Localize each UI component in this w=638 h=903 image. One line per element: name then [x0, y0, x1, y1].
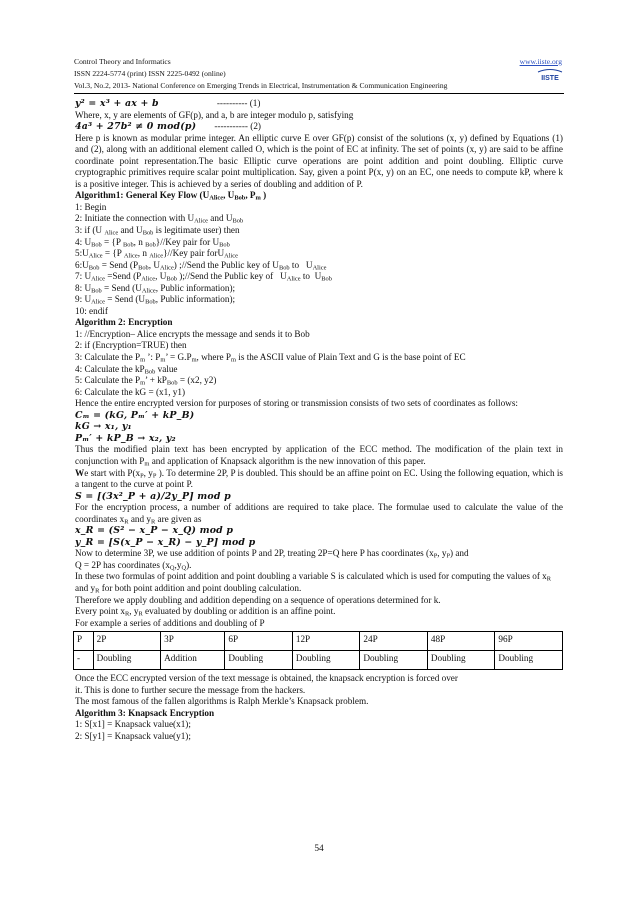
algorithm-2-title: Algorithm 2: Encryption — [75, 317, 173, 328]
main-text — [75, 98, 563, 742]
alg1-line-7: 7: $U_{Alice}$ =Send ($P_{Alice}$, $U_{Bob}$ );//Send the Public key of $U_{Alice}$ to $U_{Bob}$ — [75, 271, 332, 283]
equation-pm: Pₘ′ + kP_B → x₂, y₂ — [75, 432, 176, 444]
paragraph-once-cont: it. This is done to further secure the message from the hackers. — [75, 684, 306, 695]
table-cell: 2P — [93, 632, 161, 651]
table-cell: 96P — [495, 632, 563, 651]
journal-name: Control Theory and Informatics — [74, 57, 171, 66]
table-cell: Doubling — [360, 651, 428, 670]
issn-line: ISSN 2224-5774 (print) ISSN 2225-0492 (online) — [74, 69, 226, 78]
alg1-line-6: $6:U_{Bob}$ = Send ($P_{Bob}$, $U_{Alice}$) ;//Send the Public key of $U_{Bob}$ to $U_{Alice}$ — [75, 259, 327, 272]
table-cell: Doubling — [292, 651, 360, 670]
equation-cm: Cₘ = (kG, Pₘ′ + kP_B) — [75, 409, 195, 421]
algorithm-3-title: Algorithm 3: Knapsack Encryption — [75, 707, 215, 718]
doubling-addition-table — [73, 631, 563, 670]
equation-1: y² = x³ + ax + b ---------- (1) — [75, 98, 261, 109]
alg1-line-1: 1: Begin — [75, 201, 107, 212]
iiste-logo-icon — [537, 68, 563, 82]
equation-yr: y_R = [S(x_P − x_R) − y_P] mod p — [75, 536, 256, 548]
paragraph-hence: Hence the entire encrypted version for purposes of storing or transmission consists of two sets of coordinates as follows: — [75, 398, 518, 409]
table-row — [74, 632, 563, 651]
paragraph-therefore: Therefore we apply doubling and addition depending on a sequence of operations determined for k. — [75, 594, 441, 605]
table-cell: 48P — [427, 632, 495, 651]
table-cell: Doubling — [93, 651, 161, 670]
table-cell: Addition — [161, 651, 225, 670]
equation-s: S = [(3x²_P + a)/2y_P] mod p — [75, 490, 231, 502]
alg2-line-3: 3: Calculate the $P_m$ ’: $P_m$’ = $G.P_m$, where $P_m$ is the ASCII value of Plain Text and G is the base point of EC — [75, 352, 466, 364]
table-cell: Doubling — [495, 651, 563, 670]
alg1-line-8: 8: $U_{Bob}$ = Send ($U_{Alice}$, Public information); — [75, 282, 236, 295]
alg2-line-4: 4: Calculate the $kP_{Bob}$ value — [75, 363, 178, 376]
alg2-line-6: 6: Calculate the kG = (x1, y1) — [75, 386, 186, 397]
algorithm-1-title: Algorithm1: General Key Flow ($U_{Alice}$, $U_{Bob}$, $P_m$ ) — [75, 190, 267, 202]
paragraph-now: Now to determine 3P, we use addition of points P and 2P, treating 2P=Q here P has coordinates ($x_P$, $y_P$) and Q = 2P has coordinates $(x_Q,y_Q)$. — [75, 548, 469, 572]
table-cell: P — [74, 632, 94, 651]
equation-2: 4a³ + 27b² ≠ 0 mod(p) ----------- (2) — [75, 121, 261, 133]
paragraph-once: Once the ECC encrypted version of the text message is obtained, the knapsack encryption is forced over — [75, 673, 458, 684]
alg1-line-3: 3: if (U $_{Alice}$ and $U_{Bob}$ is legitimate user) then — [75, 225, 240, 237]
table-cell: 6P — [225, 632, 293, 651]
paragraph-in-these: In these two formulas of point addition and point doubling a variable S is calculated which is used for computing the values of $x_R$ and $y_R$ for both point addition and point doubling calculation. — [75, 571, 552, 595]
equation-xr: x_R = (S² − x_P − x_Q) mod p — [75, 525, 234, 537]
page-number: 54 — [314, 844, 324, 854]
alg2-line-5: 5: Calculate the $P_m$’ + $kP_{Bob} = (x2$, y2) — [75, 375, 217, 387]
table-cell: Doubling — [427, 651, 495, 670]
alg1-line-9: 9: $U_{Alice}$ = Send ($U_{Bob}$, Public information); — [75, 294, 236, 306]
paragraph-we-start: We start with $P(x_P$, $y_P$ ). To determine 2P, P is doubled. This should be an affine point on EC. Using the following equation, which is a tangent to the curve at point P. — [75, 467, 563, 490]
journal-url-link[interactable]: www.iiste.org — [519, 57, 562, 66]
alg2-line-2: 2: if (Encryption=TRUE) then — [75, 340, 187, 351]
paragraph-every-point: Every point $x_R$, $y_R$ evaluated by doubling or addition is an affine point. — [75, 606, 336, 618]
svg-text:IISTE: IISTE — [541, 75, 559, 82]
alg1-line-4: 4: $U_{Bob} = \{P$ $_{Bob}$, n $_{Bob}$}//Key pair for $U_{Bob}$ — [75, 236, 230, 249]
table-cell: 3P — [161, 632, 225, 651]
table-cell: 24P — [360, 632, 428, 651]
alg1-line-5: $5:U_{Alice} = \{P$ $_{Alice}$, n $_{Alice}$}//Key pair forU$_{Alice}$ — [75, 248, 238, 260]
alg1-line-2: 2: Initiate the connection with $U_{Alice}$ and $U_{Bob}$ — [75, 213, 244, 225]
paragraph-elliptic-curve: Here p is known as modular prime integer. An elliptic curve E over GF(p) consist of the solutions (x, y) defined by Equations (1) and (2), along with an additional element called O, which is the point of EC at infinity. The set of points (x, y) are said to be affine coordinate point representation.The basic Elliptic curve operations are point addition and point doubling. Elliptic curve cryptographic primitives require scalar point multiplication. Say, given a point P(x, y) on an EC, one needs to compute kP, where k is a positive integer. This is achieved by a series of doubling and addition of P. — [75, 132, 563, 189]
conference-line: Vol.3, No.2, 2013- National Conference on Emerging Trends in Electrical, Instrumentation & Communication Engineering — [74, 81, 448, 90]
alg2-line-1: 1: //Encryption– Alice encrypts the message and sends it to Bob — [75, 328, 310, 339]
table-cell: 12P — [292, 632, 360, 651]
header-rule — [74, 93, 564, 94]
table-row — [74, 651, 563, 670]
table-cell: Doubling — [225, 651, 293, 670]
alg3-line-1: 1: S[x1] = Knapsack value(x1); — [75, 719, 191, 730]
alg3-line-2: 2: S[y1] = Knapsack value(y1); — [75, 730, 191, 741]
table-cell: - — [74, 651, 94, 670]
paragraph-thus: Thus the modified plain text has been encrypted by application of the ECC method. The modification of the plain text in conjunction with $P_m$ and application of Knapsack algorithm is the new innovation of this paper. — [75, 444, 563, 468]
alg1-line-10: 10: endif — [75, 305, 108, 316]
equation-kg: kG → x₁, y₁ — [75, 421, 132, 433]
where-line: Where, x, y are elements of GF(p), and a, b are integer modulo p, satisfying — [75, 109, 354, 120]
paragraph-famous: The most famous of the fallen algorithms is Ralph Merkle’s Knapsack problem. — [75, 696, 369, 707]
paragraph-for-encryption: For the encryption process, a number of additions are required to take place. The formulae used to calculate the value of the coordinates $x_R$ and $y_R$ are given as — [75, 502, 563, 526]
paragraph-for-example: For example a series of additions and doubling of P — [75, 617, 265, 628]
